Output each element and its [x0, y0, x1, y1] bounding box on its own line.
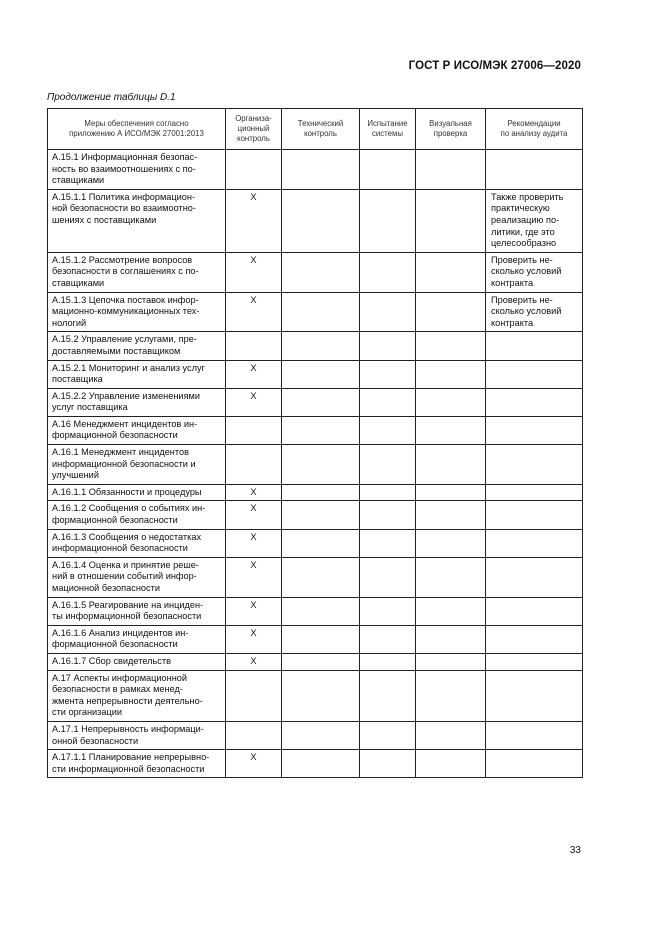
visual-check-cell [416, 653, 486, 670]
org-control-cell: X [226, 360, 282, 388]
measure-line: А.16.1.2 Сообщения о событиях ин- [52, 503, 206, 514]
measure-line: А.16.1 Менеджмент инцидентов [52, 447, 189, 458]
system-test-cell [360, 445, 416, 485]
measure-line: А.16 Менеджмент инцидентов ин- [52, 418, 198, 429]
visual-check-cell [416, 625, 486, 653]
visual-check-cell [416, 721, 486, 749]
tech-control-cell [282, 445, 360, 485]
org-control-cell: X [226, 625, 282, 653]
org-control-cell [226, 721, 282, 749]
org-control-cell: X [226, 557, 282, 597]
header-line: проверка [433, 129, 468, 138]
measure-line: А.17.1.1 Планирование непрерывно- [52, 752, 210, 763]
recommendation-cell [486, 721, 583, 749]
tech-control-cell [282, 529, 360, 557]
measure-cell [48, 150, 226, 190]
table-row [48, 189, 583, 252]
org-control-cell: X [226, 501, 282, 529]
table-row [48, 360, 583, 388]
recommendation-cell [486, 653, 583, 670]
tech-control-cell [282, 625, 360, 653]
system-test-cell [360, 670, 416, 721]
measure-cell [48, 653, 226, 670]
table-row [48, 292, 583, 332]
measure-line: А.16.1.4 Оценка и принятие реше- [52, 559, 199, 570]
measure-line: мационной безопасности [52, 583, 160, 593]
header-line: Технический [297, 119, 344, 128]
measure-line: А.17.1 Непрерывность информаци- [52, 723, 204, 734]
tech-control-cell [282, 721, 360, 749]
recommendation-line: Также проверить [491, 191, 564, 202]
header-line: Меры обеспечения согласно [84, 119, 189, 128]
table-row [48, 332, 583, 360]
visual-check-cell [416, 445, 486, 485]
column-header-visual-check [416, 109, 486, 150]
measure-line: информационной безопасности и [52, 458, 196, 469]
org-control-cell: X [226, 189, 282, 252]
system-test-cell [360, 501, 416, 529]
measure-cell [48, 625, 226, 653]
measure-line: ставщиками [52, 175, 105, 186]
recommendation-cell [486, 625, 583, 653]
table-row [48, 670, 583, 721]
recommendation-cell [486, 150, 583, 190]
recommendation-cell [486, 252, 583, 292]
tech-control-cell [282, 388, 360, 416]
system-test-cell [360, 750, 416, 778]
system-test-cell [360, 252, 416, 292]
system-test-cell [360, 416, 416, 444]
system-test-cell [360, 484, 416, 501]
measure-line: ставщиками [52, 277, 105, 288]
column-header-recommendations [486, 109, 583, 150]
measure-line: услуг поставщика [52, 402, 128, 413]
measure-cell [48, 388, 226, 416]
table-row [48, 750, 583, 778]
measure-cell [48, 501, 226, 529]
table-row [48, 416, 583, 444]
recommendation-line: контракта [491, 277, 534, 288]
tech-control-cell [282, 597, 360, 625]
table-header-row [48, 109, 583, 150]
measure-line: сти информационной безопасности [52, 763, 205, 774]
recommendation-cell [486, 360, 583, 388]
table-row [48, 445, 583, 485]
recommendation-cell [486, 445, 583, 485]
table-row [48, 625, 583, 653]
recommendation-cell [486, 484, 583, 501]
measure-line: А.16.1.5 Реагирование на инциден- [52, 599, 204, 610]
table-row [48, 721, 583, 749]
system-test-cell [360, 557, 416, 597]
measure-cell [48, 416, 226, 444]
measure-line: формационной безопасности [52, 639, 178, 650]
org-control-cell: X [226, 388, 282, 416]
tech-control-cell [282, 332, 360, 360]
visual-check-cell [416, 360, 486, 388]
measure-line: сти организации [52, 707, 123, 718]
org-control-cell: X [226, 252, 282, 292]
measure-cell [48, 597, 226, 625]
measure-line: А.15.1.2 Рассмотрение вопросов [52, 254, 193, 265]
recommendation-line: целесообразно [491, 238, 557, 249]
page-number: 33 [569, 845, 581, 856]
tech-control-cell [282, 484, 360, 501]
header-line: Организа- [235, 114, 272, 123]
visual-check-cell [416, 292, 486, 332]
system-test-cell [360, 653, 416, 670]
header-line: Визуальная [429, 119, 472, 128]
org-control-cell: X [226, 292, 282, 332]
measure-line: формационной безопасности [52, 515, 178, 526]
visual-check-cell [416, 332, 486, 360]
measure-line: А.16.1.3 Сообщения о недостатках [52, 531, 202, 542]
measure-line: онной безопасности [52, 735, 139, 746]
measure-line: А.15.1.1 Политика информацион- [52, 191, 196, 202]
visual-check-cell [416, 189, 486, 252]
org-control-cell: X [226, 653, 282, 670]
measure-cell [48, 670, 226, 721]
system-test-cell [360, 150, 416, 190]
header-line: ционный [237, 124, 270, 133]
measure-line: А.15.1.3 Цепочка поставок инфор- [52, 294, 199, 305]
measure-cell [48, 332, 226, 360]
tech-control-cell [282, 653, 360, 670]
org-control-cell: X [226, 484, 282, 501]
header-line: контроль [237, 134, 270, 143]
table-row [48, 484, 583, 501]
recommendation-line: сколько условий [491, 266, 562, 277]
system-test-cell [360, 332, 416, 360]
recommendation-line: Проверить не- [491, 294, 553, 305]
measure-line: улучшений [52, 470, 99, 481]
measure-cell [48, 721, 226, 749]
system-test-cell [360, 360, 416, 388]
column-header-tech-control [282, 109, 360, 150]
measure-cell [48, 360, 226, 388]
system-test-cell [360, 721, 416, 749]
header-line: по анализу аудита [500, 129, 568, 138]
visual-check-cell [416, 416, 486, 444]
audit-table [47, 108, 583, 778]
measure-line: мационно-коммуникационных тех- [52, 306, 200, 317]
system-test-cell [360, 292, 416, 332]
org-control-cell [226, 332, 282, 360]
visual-check-cell [416, 529, 486, 557]
measure-line: А.16.1.7 Сбор свидетельств [52, 655, 171, 666]
recommendation-line: сколько условий [491, 306, 562, 317]
table-row [48, 150, 583, 190]
recommendation-cell [486, 189, 583, 252]
org-control-cell [226, 150, 282, 190]
table-row [48, 529, 583, 557]
column-header-measures [48, 109, 226, 150]
recommendation-line: реализацию по- [491, 214, 560, 225]
recommendation-cell [486, 529, 583, 557]
measure-cell [48, 750, 226, 778]
measure-line: жмента непрерывности деятельно- [52, 695, 203, 706]
measure-line: формационной безопасности [52, 430, 178, 441]
org-control-cell: X [226, 750, 282, 778]
header-line: контроль [304, 129, 337, 138]
org-control-cell [226, 416, 282, 444]
recommendation-cell [486, 670, 583, 721]
measure-cell [48, 189, 226, 252]
table-row [48, 501, 583, 529]
recommendation-cell [486, 557, 583, 597]
visual-check-cell [416, 150, 486, 190]
measure-line: безопасности в рамках менед- [52, 684, 183, 695]
recommendation-cell [486, 388, 583, 416]
measure-cell [48, 292, 226, 332]
recommendation-cell [486, 597, 583, 625]
column-header-system-test [360, 109, 416, 150]
org-control-cell: X [226, 529, 282, 557]
measure-line: шениях с поставщиками [52, 214, 157, 225]
tech-control-cell [282, 189, 360, 252]
tech-control-cell [282, 557, 360, 597]
table-row [48, 597, 583, 625]
measure-line: А.15.2.2 Управление изменениями [52, 390, 200, 401]
system-test-cell [360, 625, 416, 653]
tech-control-cell [282, 501, 360, 529]
recommendation-cell [486, 750, 583, 778]
measure-line: ность во взаимоотношениях с по- [52, 163, 196, 174]
visual-check-cell [416, 252, 486, 292]
recommendation-line: литики, где это [491, 226, 555, 237]
visual-check-cell [416, 501, 486, 529]
tech-control-cell [282, 150, 360, 190]
measure-line: А.15.2.1 Мониторинг и анализ услуг [52, 362, 205, 373]
org-control-cell [226, 445, 282, 485]
table-row [48, 653, 583, 670]
recommendation-cell [486, 332, 583, 360]
measure-cell [48, 445, 226, 485]
measure-line: А.16.1.6 Анализ инцидентов ин- [52, 627, 189, 638]
header-line: системы [372, 129, 403, 138]
tech-control-cell [282, 360, 360, 388]
measure-line: А.17 Аспекты информационной [52, 672, 188, 683]
system-test-cell [360, 388, 416, 416]
visual-check-cell [416, 597, 486, 625]
measure-line: А.15.1 Информационная безопас- [52, 152, 198, 162]
recommendation-cell [486, 501, 583, 529]
header-line: Испытание [367, 119, 408, 128]
measure-line: А.15.2 Управление услугами, пре- [52, 334, 197, 345]
system-test-cell [360, 529, 416, 557]
visual-check-cell [416, 750, 486, 778]
column-header-org-control [226, 109, 282, 150]
visual-check-cell [416, 388, 486, 416]
measure-line: информационной безопасности [52, 543, 188, 554]
table-caption: Продолжение таблицы D.1 [47, 92, 176, 103]
system-test-cell [360, 597, 416, 625]
measure-line: нологий [52, 317, 87, 328]
measure-line: поставщика [52, 374, 103, 385]
header-line: приложению А ИСО/МЭК 27001:2013 [69, 129, 204, 138]
measure-cell [48, 252, 226, 292]
tech-control-cell [282, 292, 360, 332]
system-test-cell [360, 189, 416, 252]
measure-line: ной безопасности во взаимоотно- [52, 203, 196, 214]
measure-line: ты информационной безопасности [52, 611, 202, 622]
recommendation-line: контракта [491, 317, 534, 328]
org-control-cell: X [226, 597, 282, 625]
measure-line: доставляемыми поставщиком [52, 345, 181, 356]
table-body [48, 150, 583, 778]
recommendation-cell [486, 292, 583, 332]
tech-control-cell [282, 252, 360, 292]
header-line: Рекомендации [507, 119, 561, 128]
measure-cell [48, 484, 226, 501]
measure-cell [48, 529, 226, 557]
recommendation-line: практическую [491, 203, 550, 214]
document-standard-header: ГОСТ Р ИСО/МЭК 27006—2020 [408, 60, 581, 72]
table-row [48, 252, 583, 292]
table-row [48, 557, 583, 597]
table-row [48, 388, 583, 416]
measure-line: ний в отношении событий инфор- [52, 571, 197, 582]
recommendation-line: Проверить не- [491, 254, 553, 265]
org-control-cell [226, 670, 282, 721]
measure-line: А.16.1.1 Обязанности и процедуры [52, 486, 202, 497]
visual-check-cell [416, 670, 486, 721]
visual-check-cell [416, 557, 486, 597]
measure-line: безопасности в соглашениях с по- [52, 266, 199, 277]
recommendation-cell [486, 416, 583, 444]
tech-control-cell [282, 750, 360, 778]
tech-control-cell [282, 416, 360, 444]
visual-check-cell [416, 484, 486, 501]
measure-cell [48, 557, 226, 597]
tech-control-cell [282, 670, 360, 721]
